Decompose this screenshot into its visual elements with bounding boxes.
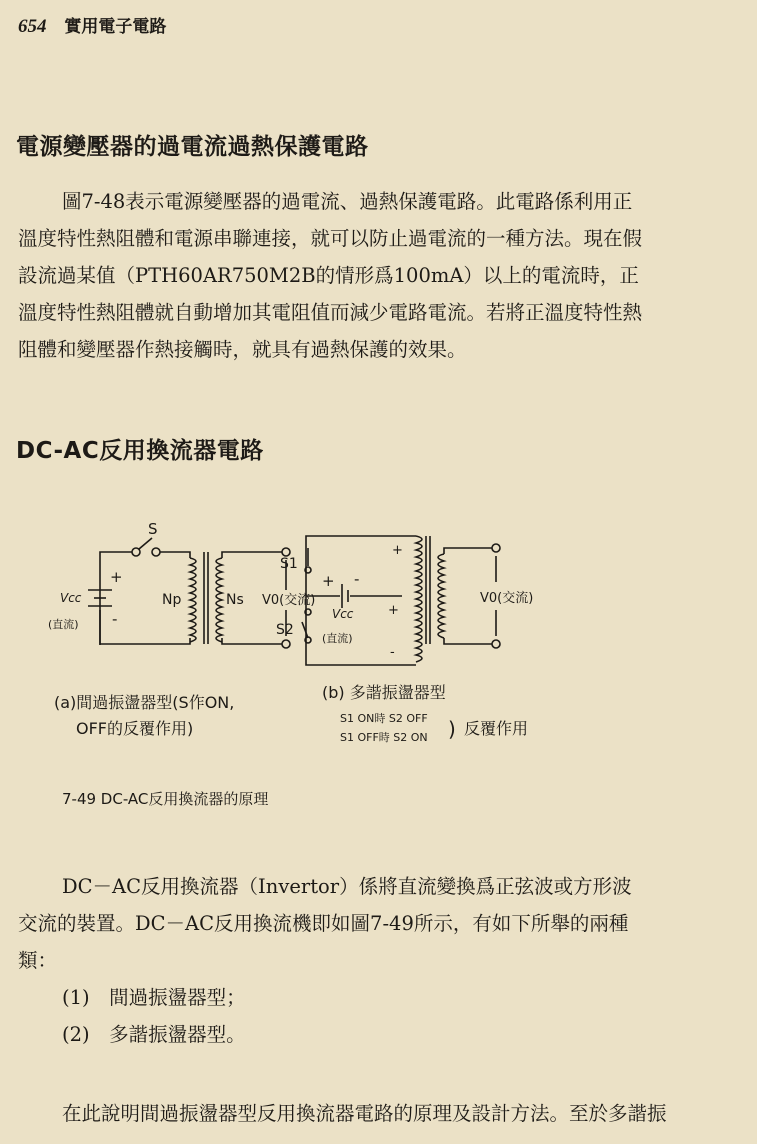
circuit-a-labels bbox=[48, 520, 315, 631]
list-item: (2) 多諧振盪器型。 bbox=[62, 1023, 246, 1046]
caption-b-cond2: S1 OFF時 S2 ON bbox=[340, 731, 428, 744]
text-line: 類： bbox=[18, 949, 58, 972]
caption-b-cond1: S1 ON時 S2 OFF bbox=[340, 712, 428, 725]
minus-sign: - bbox=[112, 610, 118, 628]
circuit-a bbox=[88, 538, 290, 648]
s2-label: S2 bbox=[276, 622, 294, 638]
text-line: 在此說明間過振盪器型反用換流器電路的原理及設計方法。至於多諧振 bbox=[62, 1102, 667, 1125]
list-item: (1) 間過振盪器型； bbox=[62, 986, 246, 1009]
text-line: DC－AC反用換流器（Invertor）係將直流變換爲正弦波或方形波 bbox=[62, 875, 632, 898]
figure-7-49 bbox=[40, 510, 600, 810]
text-line: 交流的裝置。DC－AC反用換流機即如圖7-49所示，有如下所舉的兩種 bbox=[18, 912, 629, 935]
text-line: 溫度特性熱阻體和電源串聯連接，就可以防止過電流的一種方法。現在假 bbox=[18, 227, 643, 250]
s1-label: S1 bbox=[280, 556, 298, 572]
bracket: ) bbox=[448, 717, 456, 741]
body-paragraph bbox=[18, 868, 745, 1053]
text-line: 阻體和變壓器作熱接觸時，就具有過熱保護的效果。 bbox=[18, 338, 467, 361]
section-heading-1: 電源變壓器的過電流過熱保護電路 bbox=[16, 134, 369, 160]
page-header bbox=[18, 12, 166, 38]
plus-sign: + bbox=[322, 572, 335, 590]
caption-a-line2: OFF的反覆作用) bbox=[76, 719, 194, 738]
text-line: 圖7-48表示電源變壓器的過電流、過熱保護電路。此電路係利用正 bbox=[62, 190, 633, 213]
plus-sign: + bbox=[388, 603, 399, 618]
np-label: Np bbox=[162, 592, 182, 608]
vcc-label-b: Vcc bbox=[332, 607, 354, 621]
dc-label: (直流) bbox=[48, 618, 79, 631]
minus-sign: - bbox=[390, 645, 395, 660]
caption-b-tail: 反覆作用 bbox=[464, 719, 529, 738]
switch-label: S bbox=[148, 520, 158, 538]
section1-paragraph bbox=[18, 183, 745, 368]
plus-sign: + bbox=[110, 568, 123, 586]
vcc-label: Vcc bbox=[60, 591, 82, 605]
page-number: 654 bbox=[18, 16, 47, 37]
caption-b-title: (b) 多諧振盪器型 bbox=[322, 683, 446, 702]
last-paragraph bbox=[18, 1095, 745, 1132]
vo-label-b: V0(交流) bbox=[480, 591, 534, 606]
dc-label-b: (直流) bbox=[322, 632, 353, 645]
book-title: 實用電子電路 bbox=[64, 17, 167, 37]
section-heading-2: DC-AC反用換流器電路 bbox=[16, 438, 264, 464]
figure-caption: 7-49 DC-AC反用換流器的原理 bbox=[62, 790, 269, 808]
text-line: 溫度特性熱阻體就自動增加其電阻值而減少電路電流。若將正溫度特性熱 bbox=[18, 301, 643, 324]
figure-captions bbox=[54, 683, 528, 808]
caption-a-line1: (a)間過振盪器型(S作ON, bbox=[54, 693, 235, 712]
vo-label-a: V0(交流) bbox=[262, 593, 316, 608]
minus-sign: - bbox=[354, 570, 360, 588]
text-line: 設流過某值（PTH60AR750M2B的情形爲100mA）以上的電流時，正 bbox=[18, 264, 639, 287]
plus-sign: + bbox=[392, 543, 403, 558]
ns-label: Ns bbox=[226, 592, 244, 608]
